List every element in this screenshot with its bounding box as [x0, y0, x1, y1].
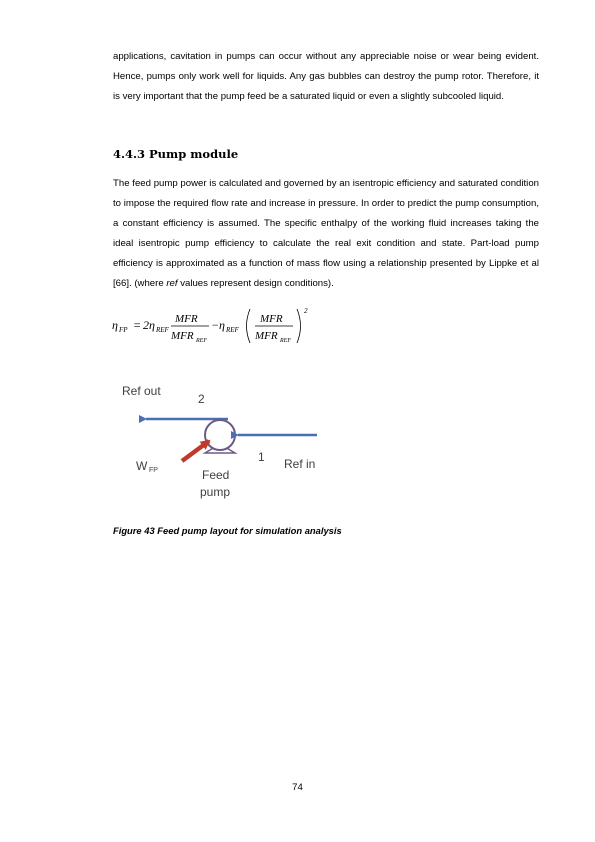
eq-den-mfr-1: MFR [171, 330, 194, 342]
ref-italic: ref [166, 278, 178, 289]
eq-den-sub-2: REF [280, 338, 291, 344]
label-pump: pump [200, 485, 231, 499]
eq-coef: 2η [143, 318, 155, 332]
eq-right-paren [297, 309, 301, 343]
section-heading: 4.4.3 Pump module [113, 147, 239, 161]
eq-eta-fp: η [112, 318, 118, 332]
pump-efficiency-equation [112, 304, 332, 352]
label-work: W [136, 459, 148, 473]
eq-den-sub-1: REF [196, 338, 207, 344]
label-state-2: 2 [198, 392, 205, 406]
eq-eta-ref: η [219, 318, 225, 332]
eq-exponent: 2 [304, 307, 308, 315]
label-ref-out: Ref out [122, 384, 161, 398]
eq-left-paren [247, 309, 251, 343]
label-feed: Feed [202, 468, 230, 482]
label-ref-in: Ref in [284, 457, 316, 471]
eq-minus: − [211, 318, 220, 332]
page-number: 74 [292, 782, 303, 793]
eq-equals: = [133, 318, 142, 332]
feed-pump-diagram [112, 375, 332, 510]
eq-num-mfr-1: MFR [175, 313, 198, 325]
label-state-1: 1 [258, 450, 265, 464]
intro-paragraph: applications, cavitation in pumps can occur without any appreciable noise or wear being evident. Hence, pumps only work well for liquids. Any gas bubbles can destroy the pump rotor. Therefore, it is very important that the pump feed be a saturated liquid or even a slightly subcooled liquid. [113, 51, 539, 102]
eq-num-mfr-2: MFR [260, 313, 283, 325]
eq-sub-ref-2: REF [226, 326, 239, 334]
label-work-sub: FP [149, 467, 158, 474]
figure-caption: Figure 43 Feed pump layout for simulation analysis [113, 525, 342, 536]
pump-module-paragraph [113, 174, 539, 294]
eq-sub-ref-1: REF [156, 326, 169, 334]
pump-module-text-post: values represent design conditions). [177, 278, 334, 289]
eq-den-mfr-2: MFR [255, 330, 278, 342]
work-input-arrow [182, 441, 209, 461]
eq-sub-fp: FP [119, 326, 128, 334]
pump-module-text-pre: The feed pump power is calculated and governed by an isentropic efficiency and saturated condition to impose the required flow rate and increase in pressure. In order to predict the pump consumption, a constant efficiency is assumed. The specific enthalpy of the working fluid increases taking the ideal isentropic pump efficiency to calculate the real exit condition and state. Part-load pump efficiency is approximated as a function of mass flow using a relationship presented by Lippke et al [66]. (where [113, 178, 539, 289]
pump-symbol [205, 420, 235, 450]
